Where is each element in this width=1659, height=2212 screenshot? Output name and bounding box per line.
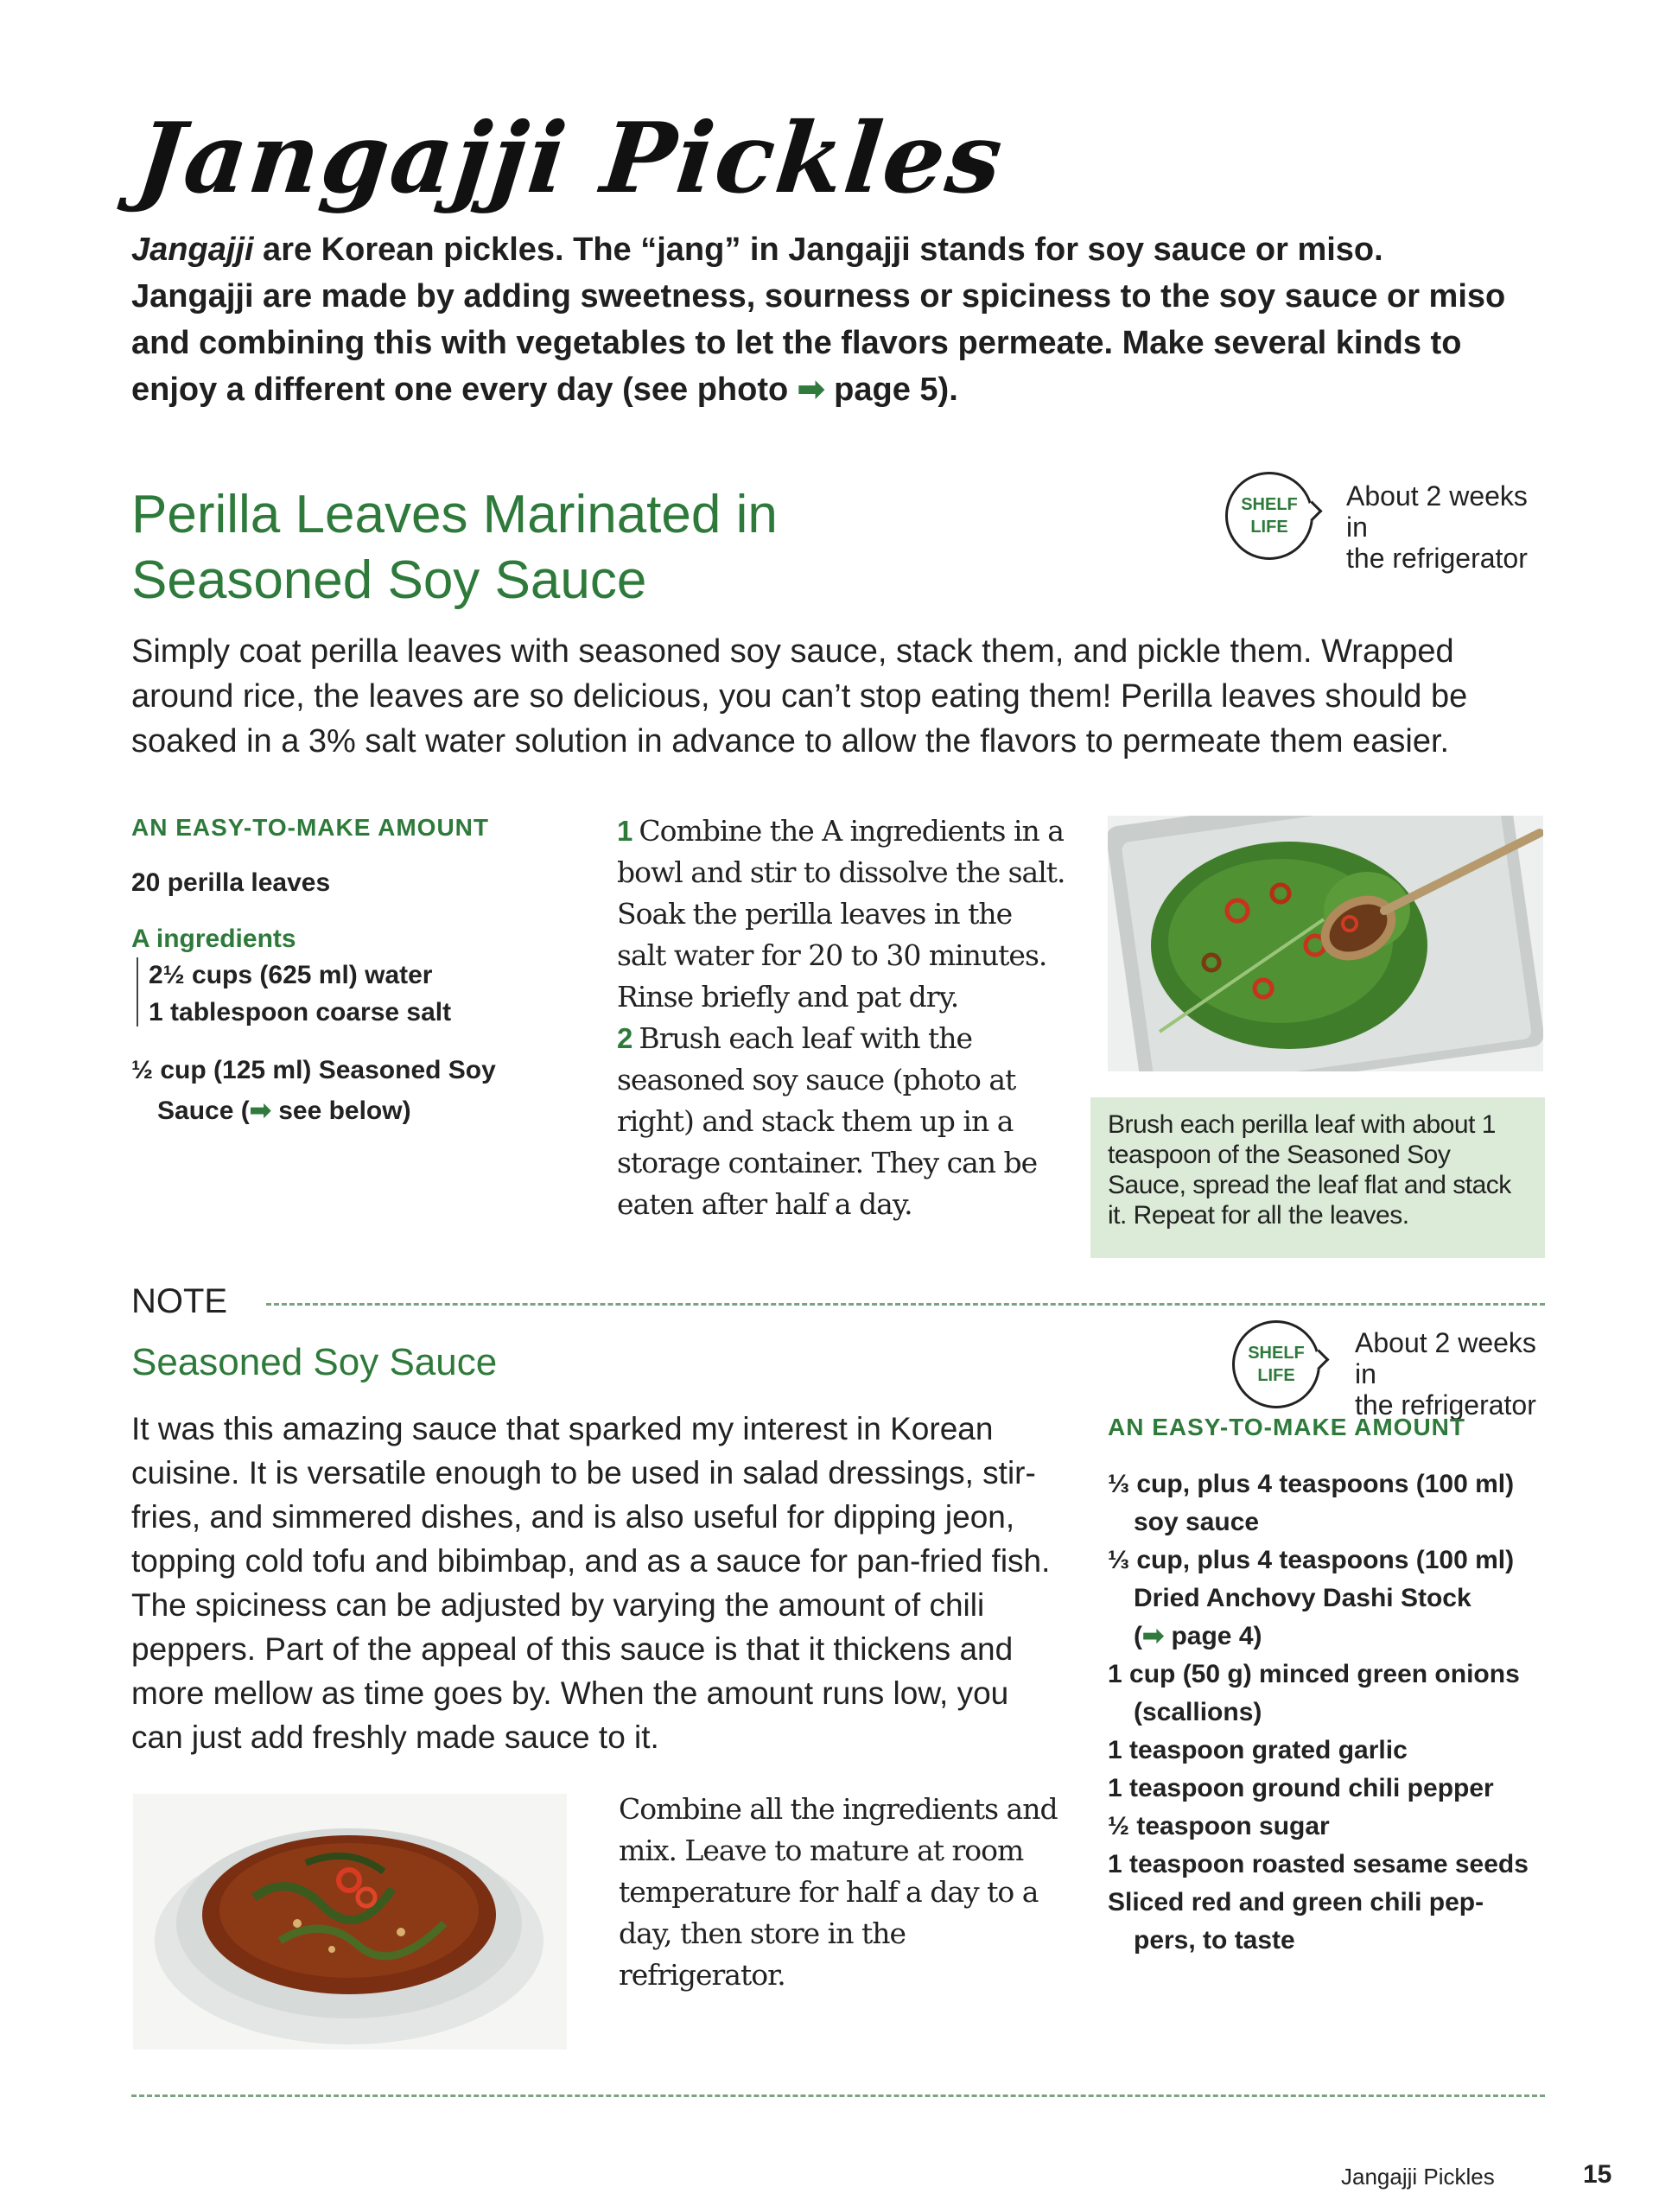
step-number: 2 — [617, 1022, 632, 1054]
recipe-description: Simply coat perilla leaves with seasoned soy sauce, stack them, and pickle them. Wrapped around rice, the leaves are so delicious, you can’t stop eating them! Perilla leaves should be soaked in a 3% salt water solution in advance to allow the flavors to permeate them easier. — [131, 633, 1468, 760]
footer-section-title: Jangajji Pickles — [1341, 2164, 1495, 2190]
shelf-badge-line1: SHELF — [1248, 1344, 1305, 1363]
step-text: Brush each leaf with the seasoned soy sauce (photo at right) and stack them up in a storage container. They can be eaten after half a day. — [617, 1021, 1038, 1221]
sauce-ingredient-line2 — [157, 1096, 411, 1126]
shelf-life-badge — [1225, 472, 1313, 560]
shelf-badge-line2: LIFE — [1250, 518, 1288, 537]
recipe-title-line2: Seasoned Soy Sauce — [131, 550, 647, 610]
a-ingredient-item: 1 tablespoon coarse salt — [149, 998, 452, 1027]
intro-italic-word: Jangajji — [131, 232, 254, 268]
shelf-text-line2: the refrigerator — [1355, 1389, 1536, 1421]
a-ingredient-item: 2½ cups (625 ml) water — [149, 961, 433, 989]
photo-caption: Brush each perilla leaf with about 1 teaspoon of the Seasoned Soy Sauce, spread the leaf flat and stack it. Repeat for all the leaves. — [1090, 1097, 1545, 1258]
shelf-text-line1: About 2 weeks in — [1346, 480, 1528, 543]
ingredient-item: 1 teaspoon roasted sesame seeds — [1108, 1850, 1529, 1878]
section-divider — [131, 2094, 1545, 2097]
ref-open: ( — [1134, 1622, 1142, 1650]
ingredient-item-cont: soy sauce — [1134, 1508, 1260, 1536]
amount-label: AN EASY-TO-MAKE AMOUNT — [131, 814, 489, 841]
perilla-leaves-photo — [1108, 816, 1543, 1071]
ingredient-item: 1 cup (50 g) minced green onions — [1108, 1660, 1520, 1688]
step-item — [617, 810, 1066, 1018]
sauce-description: It was this amazing sauce that sparked my interest in Korean cuisine. It is versatile enough to be used in salad dressings, stir-fries, and simmered dishes, and is also useful for dipping jeon, topping cold tofu and bibimbap, and as a sauce for pan-fried fish. The spiciness can be adjusted by varying the amount of chili peppers. Part of the appeal of this sauce is that it thickens and more mellow as time goes by. When the amount runs low, you can just add freshly made sauce to it. — [131, 1411, 1051, 1755]
right-arrow-icon: ➡ — [249, 1096, 271, 1125]
intro-text: are Korean pickles. The “jang” in Jangajji stands for soy sauce or miso. Jangajji are made by adding sweetness, sourness or spiciness to the soy sauce or miso and combining this with vegetables to let the flavors permeate. Make several kinds to enjoy a different one every day (see photo — [131, 232, 1506, 408]
right-arrow-icon: ➡ — [797, 372, 825, 408]
sauce-step: Combine all the ingredients and mix. Leave to mature at room temperature for half a day to a day, then store in the refrigerator. — [619, 1792, 1058, 1992]
ingredient-page-ref — [1108, 1618, 1557, 1656]
sauce-ref-text: see below) — [270, 1096, 411, 1125]
ingredient-item-cont: pers, to taste — [1134, 1926, 1295, 1955]
note-label: NOTE — [131, 1282, 228, 1320]
shelf-badge-line2: LIFE — [1257, 1366, 1295, 1385]
bracket-divider — [137, 957, 138, 1027]
ingredient-item: 1 teaspoon grated garlic — [1108, 1736, 1408, 1764]
sauce-title: Seasoned Soy Sauce — [131, 1341, 498, 1383]
shelf-badge-line1: SHELF — [1241, 495, 1298, 514]
sauce-ref-open: Sauce ( — [157, 1096, 250, 1125]
section-divider — [266, 1303, 1545, 1306]
step-number: 1 — [617, 815, 632, 847]
shelf-text-line1: About 2 weeks in — [1355, 1327, 1536, 1389]
ingredient-item-cont: (scallions) — [1134, 1698, 1262, 1726]
intro-page-ref: page 5). — [824, 372, 958, 408]
ingredient-item: Sliced red and green chili pep- — [1108, 1888, 1484, 1916]
ref-text: page 4) — [1164, 1622, 1262, 1650]
sauce-ingredients-list — [1108, 1465, 1557, 1960]
ingredient-item: 1 teaspoon ground chili pepper — [1108, 1774, 1494, 1802]
ingredient-item: ⅓ cup, plus 4 teaspoons (100 ml) — [1108, 1470, 1515, 1498]
sauce-ingredient-line1: ½ cup (125 ml) Seasoned Soy — [131, 1056, 496, 1084]
step-item — [617, 1018, 1066, 1225]
a-ingredients-label: A ingredients — [131, 925, 296, 953]
shelf-text-line2: the refrigerator — [1346, 543, 1528, 574]
shelf-life-badge — [1232, 1320, 1320, 1408]
shelf-life-text — [1355, 1327, 1562, 1421]
right-arrow-icon: ➡ — [1142, 1622, 1165, 1650]
recipe-title-line1: Perilla Leaves Marinated in — [131, 485, 778, 544]
recipe-title — [131, 482, 909, 613]
amount-label: AN EASY-TO-MAKE AMOUNT — [1108, 1414, 1465, 1440]
ingredient-item: ⅓ cup, plus 4 teaspoons (100 ml) — [1108, 1546, 1515, 1574]
main-ingredient: 20 perilla leaves — [131, 868, 331, 897]
page-number: 15 — [1583, 2160, 1612, 2189]
page-title: Jangajji Pickles — [131, 102, 1009, 215]
intro-paragraph — [131, 226, 1514, 413]
soy-sauce-bowl-photo — [133, 1794, 567, 2050]
ingredient-item: ½ teaspoon sugar — [1108, 1812, 1330, 1840]
step-text: Combine the A ingredients in a bowl and stir to dissolve the salt. Soak the perilla leaves in the salt water for 20 to 30 minutes. Rinse briefly and pat dry. — [617, 814, 1065, 1014]
recipe-steps — [617, 810, 1066, 1225]
shelf-life-text — [1346, 480, 1554, 574]
ingredient-item-cont: Dried Anchovy Dashi Stock — [1134, 1584, 1471, 1612]
